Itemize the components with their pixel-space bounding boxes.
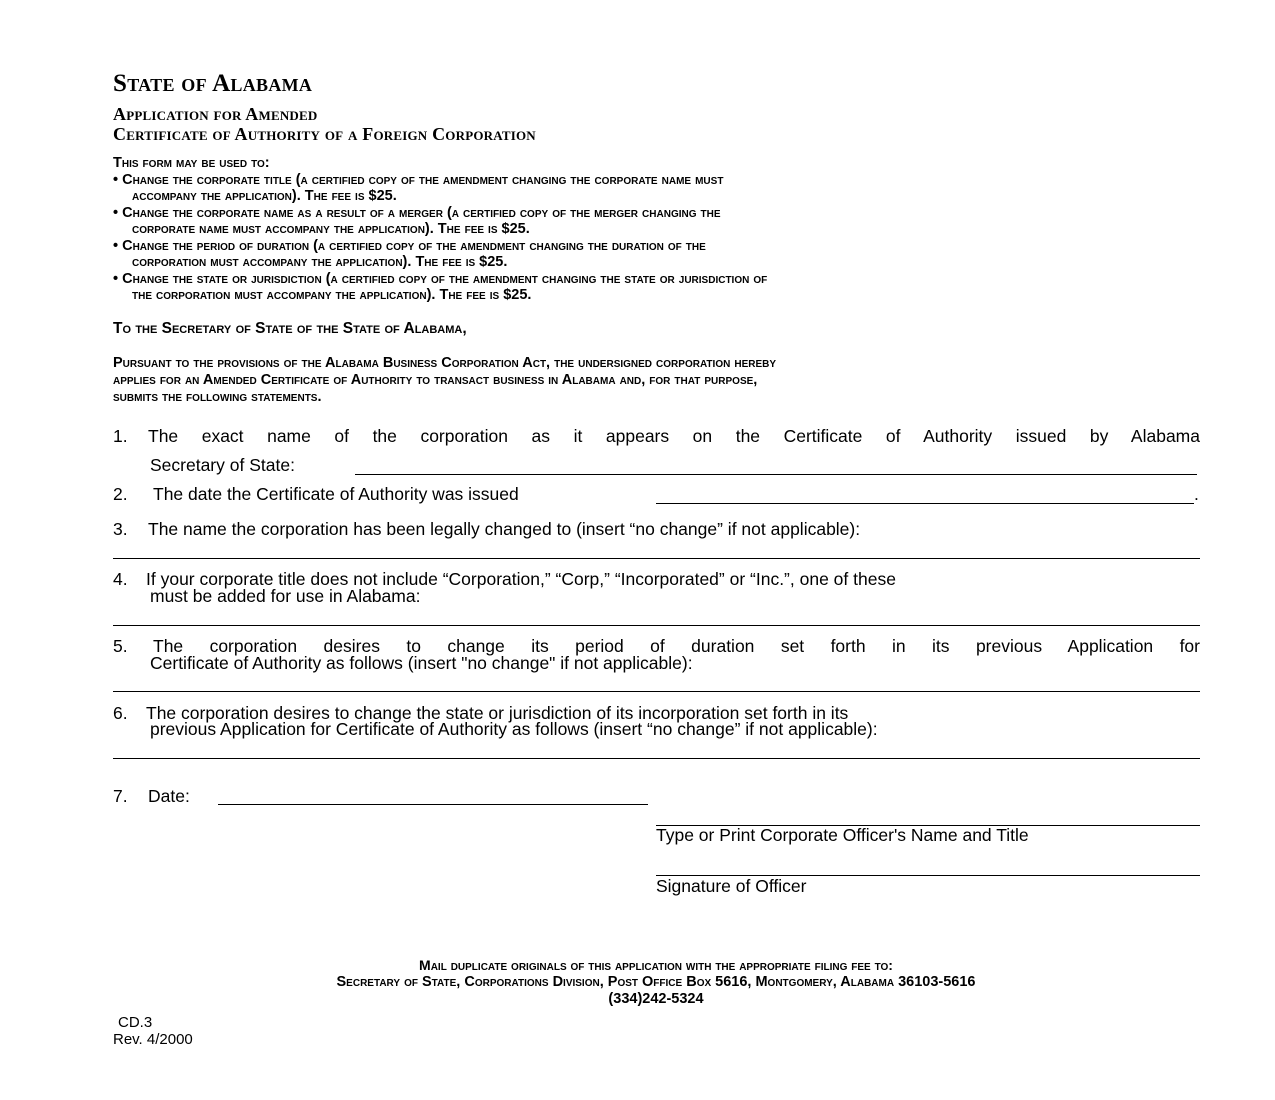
uses-intro: This form may be used to: <box>113 155 270 171</box>
item-7-number: 7. <box>113 786 128 806</box>
uses-item-line2: the corporation must accompany the application). The fee is $25. <box>132 287 532 303</box>
bullet-icon: • <box>113 205 119 221</box>
form-subtitle-line1: Application for Amended <box>113 104 318 124</box>
uses-item <box>113 238 706 255</box>
footer-mail-instructions: Mail duplicate originals of this application with the appropriate filing fee to: <box>419 957 893 973</box>
uses-item <box>113 271 767 288</box>
footer-phone: (334)242-5324 <box>608 991 704 1007</box>
uses-item-line1: Change the state or jurisdiction (a certified copy of the amendment changing the state or jurisdiction of <box>122 271 768 287</box>
corporation-name-field[interactable] <box>355 474 1197 475</box>
preamble-line3: submits the following statements. <box>113 389 322 405</box>
item-4-line2: must be added for use in Alabama: <box>150 586 421 606</box>
bullet-icon: • <box>113 271 119 287</box>
uses-item-line1: Change the corporate title (a certified copy of the amendment changing the corporate name must <box>122 172 724 188</box>
bullet-icon: • <box>113 238 119 254</box>
item-3-text: The name the corporation has been legally changed to (insert “no change” if not applicable): <box>148 519 861 539</box>
date-field[interactable] <box>218 804 648 805</box>
item-6-line1: The corporation desires to change the state or jurisdiction of its incorporation set forth in its <box>146 703 849 723</box>
state-jurisdiction-field[interactable] <box>113 758 1200 759</box>
salutation: To the Secretary of State of the State of Alabama, <box>113 320 467 337</box>
form-code: CD.3 <box>118 1014 153 1031</box>
preamble-line2: applies for an Amended Certificate of Authority to transact business in Alabama and, for that purpose, <box>113 372 758 388</box>
uses-item-line2: corporate name must accompany the application). The fee is $25. <box>132 221 530 237</box>
uses-item-line1: Change the corporate name as a result of a merger (a certified copy of the merger changing the <box>122 205 721 221</box>
item-2-number: 2. <box>113 484 128 504</box>
uses-item <box>113 172 723 189</box>
item-7-label: Date: <box>148 786 190 806</box>
item-5-line1: The corporation desires to change its period of duration set forth in its previous Application for <box>153 636 1200 656</box>
form-title: State of Alabama <box>113 70 313 97</box>
item-4-number: 4. <box>113 569 128 589</box>
form-subtitle-line2: Certificate of Authority of a Foreign Corporation <box>113 124 536 144</box>
item-2-period: . <box>1194 484 1199 504</box>
uses-item-line2: accompany the application). The fee is $25. <box>132 188 397 204</box>
officer-signature-label: Signature of Officer <box>656 876 807 896</box>
uses-item-line1: Change the period of duration (a certified copy of the amendment changing the duration of the <box>122 238 706 254</box>
item-1-number: 1. <box>113 426 128 446</box>
item-1-line1: The exact name of the corporation as it appears on the Certificate of Authority issued by Alabama <box>148 426 1200 446</box>
form-revision: Rev. 4/2000 <box>113 1031 193 1048</box>
item-1-secretary-label: Secretary of State: <box>150 455 295 475</box>
item-2-text: The date the Certificate of Authority was issued <box>153 484 519 504</box>
certificate-issue-date-field[interactable] <box>656 503 1194 504</box>
item-3-number: 3. <box>113 519 128 539</box>
item-5-line2: Certificate of Authority as follows (insert "no change" if not applicable): <box>150 653 693 673</box>
corporate-title-addition-field[interactable] <box>113 625 1200 626</box>
new-corporate-name-field[interactable] <box>113 558 1200 559</box>
uses-item-line2: corporation must accompany the application). The fee is $25. <box>132 254 508 270</box>
footer-address: Secretary of State, Corporations Division, Post Office Box 5616, Montgomery, Alabama 36103-5616 <box>336 974 976 990</box>
officer-name-label: Type or Print Corporate Officer's Name and Title <box>656 825 1029 845</box>
uses-item <box>113 205 721 222</box>
item-4-line1: If your corporate title does not include “Corporation,” “Corp,” “Incorporated” or “Inc.”, one of these <box>146 569 896 589</box>
period-of-duration-field[interactable] <box>113 691 1200 692</box>
bullet-icon: • <box>113 172 119 188</box>
item-5-number: 5. <box>113 636 128 656</box>
item-1-text <box>148 426 1200 447</box>
preamble-line1: Pursuant to the provisions of the Alabama Business Corporation Act, the undersigned corporation hereby <box>113 355 777 371</box>
item-6-line2: previous Application for Certificate of Authority as follows (insert “no change” if not applicable): <box>150 719 878 739</box>
item-6-number: 6. <box>113 703 128 723</box>
